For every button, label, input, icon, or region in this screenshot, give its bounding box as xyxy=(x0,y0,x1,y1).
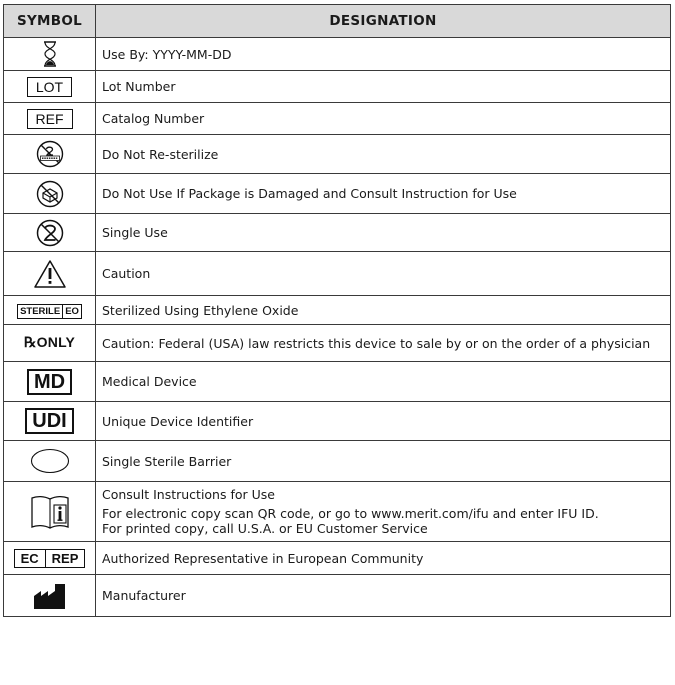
table-row xyxy=(4,542,671,575)
designation-line: Consult Instructions for Use xyxy=(102,487,275,502)
header-row xyxy=(4,5,671,38)
designation-line: For printed copy, call U.S.A. or EU Customer Service xyxy=(102,521,428,536)
ec-rep-icon xyxy=(14,549,86,568)
table-row xyxy=(4,575,671,617)
designation-cell xyxy=(96,482,671,542)
rx-only-icon: ℞ONLY xyxy=(23,334,76,350)
table-row xyxy=(4,362,671,402)
symbol-column-header: SYMBOL xyxy=(4,5,96,38)
table-row xyxy=(4,174,671,214)
table-row xyxy=(4,38,671,71)
designation-line: For electronic copy scan QR code, or go to www.merit.com/ifu and enter IFU ID. xyxy=(102,506,599,521)
ref-label-icon: REF xyxy=(27,109,73,129)
table-row xyxy=(4,402,671,441)
damaged-package-icon xyxy=(36,180,64,208)
designation-cell: Authorized Representative in European Community xyxy=(96,542,671,575)
designation-cell: Do Not Use If Package is Damaged and Consult Instruction for Use xyxy=(96,174,671,214)
rep-label: REP xyxy=(45,550,85,567)
designation-cell: Catalog Number xyxy=(96,103,671,135)
designation-cell: Single Sterile Barrier xyxy=(96,441,671,482)
table-row xyxy=(4,71,671,103)
table-row xyxy=(4,252,671,296)
manufacturer-icon xyxy=(32,582,68,610)
designation-cell: Medical Device xyxy=(96,362,671,402)
table-row xyxy=(4,482,671,542)
single-use-icon xyxy=(36,219,64,247)
do-not-resterilize-icon xyxy=(36,140,64,168)
caution-triangle-icon xyxy=(33,259,67,289)
designation-cell: Unique Device Identifier xyxy=(96,402,671,441)
table-row xyxy=(4,135,671,174)
designation-column-header: DESIGNATION xyxy=(96,5,671,38)
designation-cell: Use By: YYYY-MM-DD xyxy=(96,38,671,71)
designation-cell: Lot Number xyxy=(96,71,671,103)
designation-cell: Do Not Re-sterilize xyxy=(96,135,671,174)
designation-cell: Single Use xyxy=(96,214,671,252)
udi-icon: UDI xyxy=(25,408,73,434)
table-row xyxy=(4,325,671,362)
symbols-table xyxy=(3,4,671,617)
designation-cell: Caution xyxy=(96,252,671,296)
single-sterile-barrier-icon xyxy=(30,448,70,474)
hourglass-use-by-icon xyxy=(42,41,58,67)
designation-cell: Manufacturer xyxy=(96,575,671,617)
table-row xyxy=(4,296,671,325)
table-row xyxy=(4,214,671,252)
designation-cell: Caution: Federal (USA) law restricts this device to sale by or on the order of a physician xyxy=(96,325,671,362)
sterile-eo-icon xyxy=(17,304,82,319)
medical-device-icon: MD xyxy=(27,369,72,395)
consult-ifu-icon xyxy=(30,494,70,530)
table-row xyxy=(4,103,671,135)
designation-cell: Sterilized Using Ethylene Oxide xyxy=(96,296,671,325)
eo-label: EO xyxy=(62,305,81,318)
sterile-label: STERILE xyxy=(20,306,61,317)
ec-label: EC xyxy=(20,550,39,566)
lot-label-icon: LOT xyxy=(27,77,72,97)
table-row xyxy=(4,441,671,482)
